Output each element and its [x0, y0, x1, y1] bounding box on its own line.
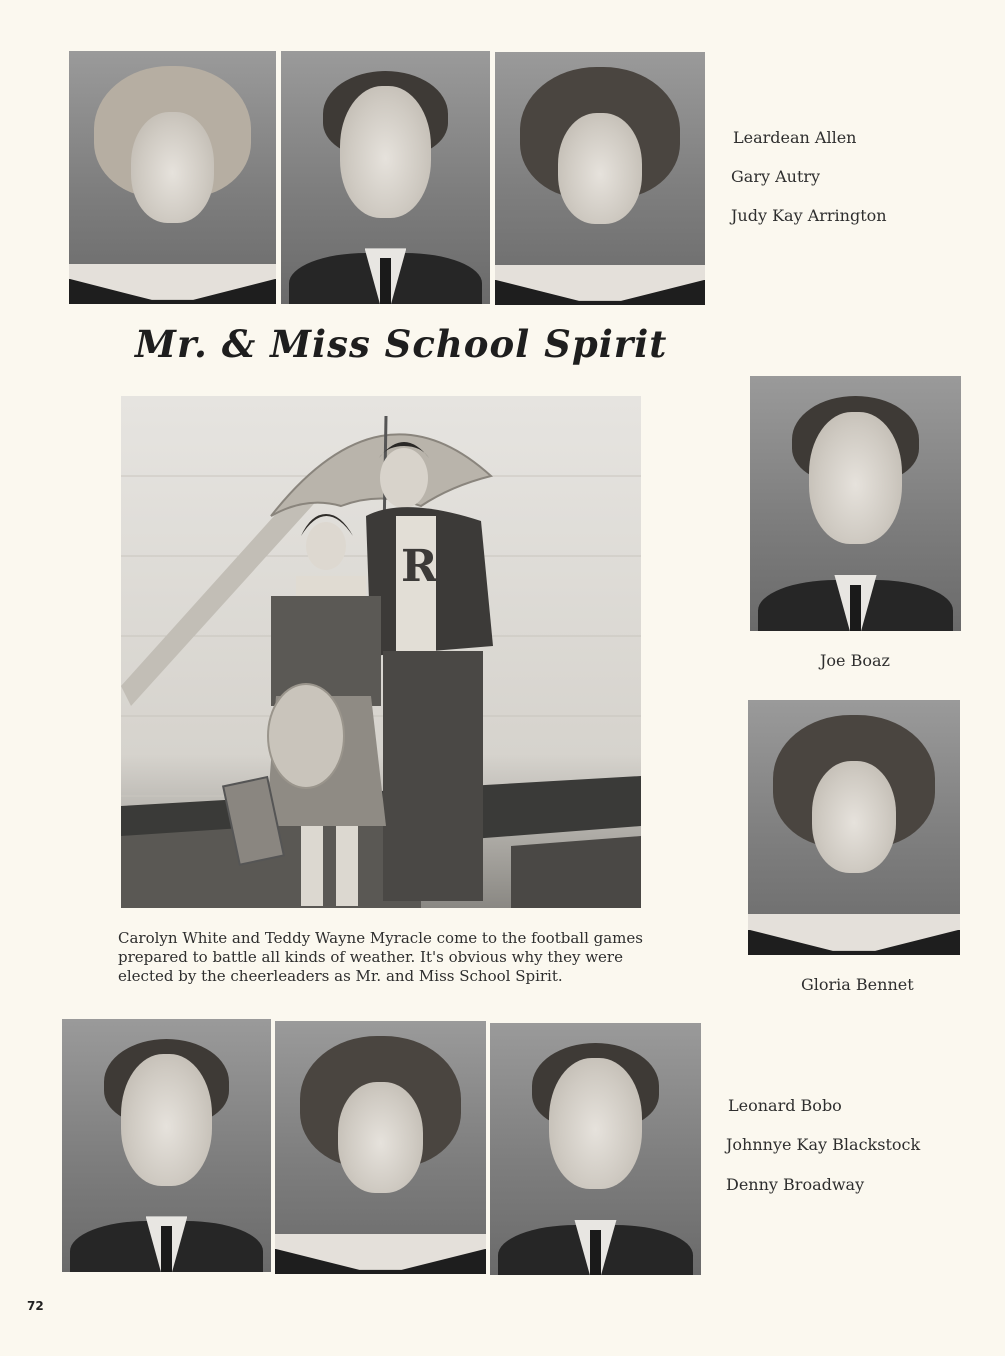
jacket-letter: R — [401, 541, 438, 592]
name-gary-autry: Gary Autry — [731, 167, 821, 186]
name-leardean-allen: Leardean Allen — [733, 128, 857, 147]
portrait-johnnye-kay-blackstock — [275, 1021, 486, 1274]
portrait-joe-boaz — [750, 376, 961, 631]
name-joe-boaz: Joe Boaz — [820, 651, 890, 670]
portrait-denny-broadway — [490, 1023, 701, 1275]
portrait-leonard-bobo — [62, 1019, 271, 1272]
page-number: 72 — [27, 1299, 44, 1313]
page-title: Mr. & Miss School Spirit — [135, 322, 668, 366]
portrait-judy-kay-arrington — [495, 52, 705, 305]
school-spirit-photo — [121, 396, 641, 908]
portrait-gary-autry — [281, 51, 490, 304]
name-gloria-bennet: Gloria Bennet — [801, 975, 914, 994]
portrait-leardean-allen — [69, 51, 276, 304]
photo-caption: Carolyn White and Teddy Wayne Myracle come to the football games prepared to battle all kinds of weather. It's obvious why they were elected by the cheerleaders as Mr. and Miss School Spirit. — [118, 929, 643, 985]
umbrella-couple-illustration — [121, 396, 641, 908]
name-johnnye-kay-blackstock: Johnnye Kay Blackstock — [726, 1135, 921, 1154]
portrait-gloria-bennet — [748, 700, 960, 955]
name-denny-broadway: Denny Broadway — [726, 1175, 865, 1194]
name-leonard-bobo: Leonard Bobo — [728, 1096, 842, 1115]
name-judy-kay-arrington: Judy Kay Arrington — [731, 206, 887, 225]
